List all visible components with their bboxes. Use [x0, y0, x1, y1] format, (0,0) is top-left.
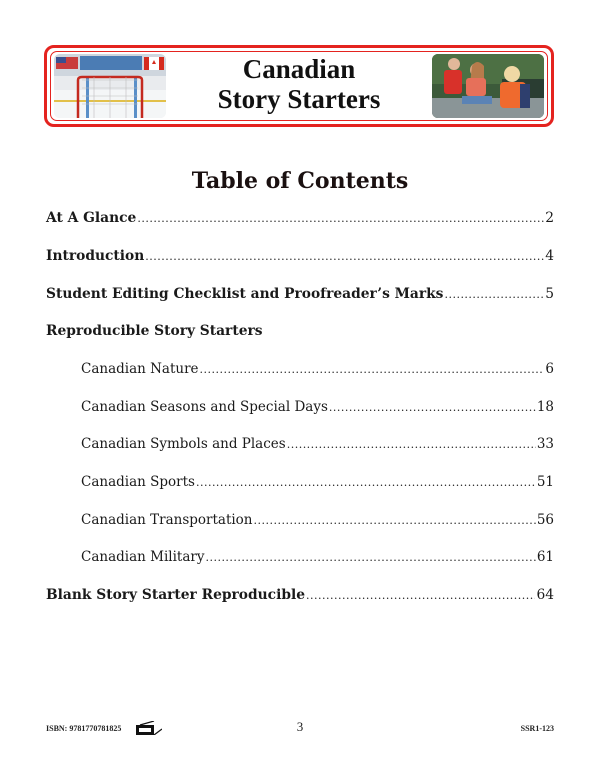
toc-entry-label: At A Glance	[46, 210, 137, 226]
book-title	[167, 54, 431, 114]
page-number: 3	[296, 719, 304, 734]
toc-entry-label: Canadian Nature	[81, 361, 199, 377]
toc-section-reproducible-story-starters	[46, 323, 554, 339]
dot-leader	[196, 476, 536, 489]
toc-entry-label: Canadian Transportation	[81, 512, 253, 528]
toc-entry-page: 6	[545, 361, 554, 377]
dot-leader	[444, 288, 544, 301]
toc-entry-canadian-transportation[interactable]	[81, 512, 554, 528]
book-title-line2: Story Starters	[217, 84, 381, 114]
toc-entry-canadian-symbols[interactable]	[81, 436, 554, 452]
toc-entry-page: 4	[545, 248, 554, 264]
toc-entry-label: Student Editing Checklist and Proofreader’s Marks	[46, 286, 444, 302]
toc-entry-canadian-sports[interactable]	[81, 474, 554, 490]
toc-section-label: Reproducible Story Starters	[46, 323, 263, 339]
toc-entry-blank-reproducible[interactable]	[46, 587, 554, 603]
toc-entry-label: Canadian Seasons and Special Days	[81, 399, 328, 415]
toc-entry-page: 33	[536, 436, 554, 452]
dot-leader	[329, 401, 536, 414]
dot-leader	[145, 250, 544, 263]
hockey-net-image	[54, 54, 166, 118]
toc-heading: Table of Contents	[191, 168, 409, 194]
book-title-line1: Canadian	[242, 54, 356, 84]
toc-entry-introduction[interactable]	[46, 248, 554, 264]
family-boating-image	[432, 54, 544, 118]
toc-entry-label: Introduction	[46, 248, 145, 264]
dot-leader	[205, 551, 535, 564]
toc-entry-page: 2	[545, 210, 554, 226]
toc-entry-page: 64	[536, 587, 554, 603]
dot-leader	[200, 363, 545, 376]
toc-entry-editing-checklist[interactable]	[46, 286, 554, 302]
toc-entry-page: 5	[545, 286, 554, 302]
toc-entry-page: 51	[536, 474, 554, 490]
toc-entry-canadian-military[interactable]	[81, 549, 554, 565]
toc-entry-canadian-nature[interactable]	[81, 361, 554, 377]
toc-entry-label: Blank Story Starter Reproducible	[46, 587, 305, 603]
toc-entry-canadian-seasons[interactable]	[81, 399, 554, 415]
toc-entry-page: 18	[536, 399, 554, 415]
dot-leader	[137, 212, 544, 225]
product-code: SSR1-123	[520, 724, 554, 733]
dot-leader	[287, 438, 536, 451]
header-banner	[44, 45, 554, 127]
dot-leader	[254, 514, 536, 527]
toc-entry-page: 56	[536, 512, 554, 528]
toc-entry-page: 61	[536, 549, 554, 565]
isbn-text: ISBN: 9781770781825	[46, 724, 122, 733]
toc-entry-at-a-glance[interactable]	[46, 210, 554, 226]
toc-entry-label: Canadian Symbols and Places	[81, 436, 286, 452]
toc-entry-label: Canadian Sports	[81, 474, 195, 490]
toc-entry-label: Canadian Military	[81, 549, 205, 565]
dot-leader	[306, 589, 535, 602]
